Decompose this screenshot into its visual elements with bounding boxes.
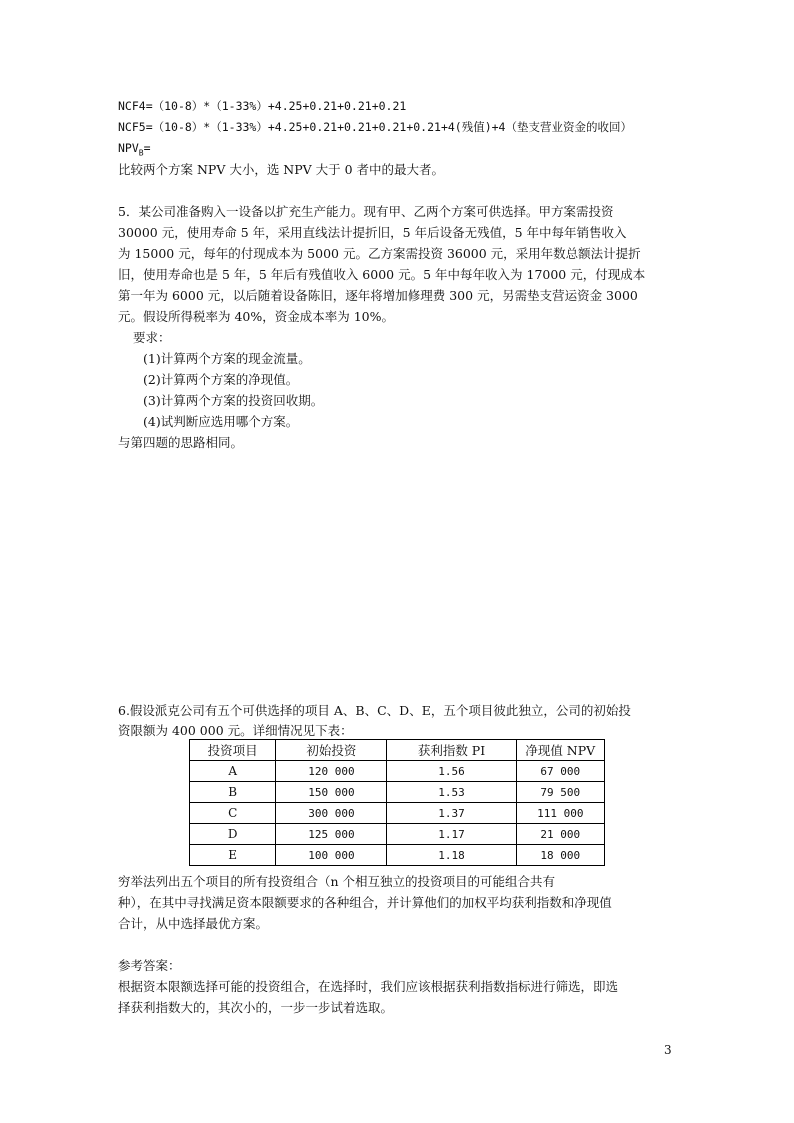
table-cell: 21 000	[516, 824, 604, 845]
formula-npv-b	[118, 138, 680, 159]
q5-line: 旧，使用寿命也是 5 年，5 年后有残值收入 6000 元。5 年中每年收入为 17000 元，付现成本	[118, 267, 646, 282]
table-header-cell: 净现值 NPV	[516, 740, 604, 761]
q5-line: 30000 元，使用寿命 5 年，采用直线法计提折旧，5 年后设备无残值，5 年中每年销售收入	[118, 225, 627, 240]
answer-line: 择获利指数大的，其次小的，一步一步试着选取。	[118, 1000, 394, 1015]
compare-sentence: 比较两个方案 NPV 大小，选 NPV 大于 0 者中的最大者。	[118, 162, 445, 177]
formula-ncf5: NCF5=（10-8）*（1-33%）+4.25+0.21+0.21+0.21+0.21+4(残值)+4（垫支营业资金的收回）	[118, 120, 632, 134]
npv-subscript: B	[138, 148, 144, 158]
npv-suffix: =	[143, 141, 151, 155]
table-cell: 100 000	[276, 845, 387, 866]
q6-after-line: 穷举法列出五个项目的所有投资组合（n 个相互独立的投资项目的可能组合共有	[118, 874, 556, 889]
table-cell: 1.17	[387, 824, 516, 845]
table-cell: B	[190, 782, 276, 803]
q5-require-label: 要求：	[133, 330, 171, 345]
table-row	[190, 803, 605, 824]
npv-prefix: NPV	[118, 141, 139, 155]
table-cell: 1.18	[387, 845, 516, 866]
formula-ncf4: NCF4=（10-8）*（1-33%）+4.25+0.21+0.21+0.21	[118, 99, 407, 113]
q6-line: 6.假设派克公司有五个可供选择的项目 A、B、C、D、E，五个项目彼此独立，公司的初始投	[118, 703, 631, 718]
table-row	[190, 782, 605, 803]
table-cell: 120 000	[276, 761, 387, 782]
table-header-cell: 获利指数 PI	[387, 740, 516, 761]
table-row	[190, 845, 605, 866]
q5-note: 与第四题的思路相同。	[118, 435, 244, 450]
q6-after-line: 种），在其中寻找满足资本限额要求的各种组合，并计算他们的加权平均获利指数和净现值	[118, 895, 612, 910]
answer-line: 根据资本限额选择可能的投资组合，在选择时，我们应该根据获利指数指标进行筛选，即选	[118, 979, 619, 994]
table-cell: A	[190, 761, 276, 782]
table-cell: 67 000	[516, 761, 604, 782]
table-cell: 1.56	[387, 761, 516, 782]
table-cell: 111 000	[516, 803, 604, 824]
table-cell: 18 000	[516, 845, 604, 866]
q5-line: 为 15000 元，每年的付现成本为 5000 元。乙方案需投资 36000 元，采用年数总额法计提折	[118, 246, 641, 261]
q5-line: 元。假设所得税率为 40%，资金成本率为 10%。	[118, 309, 395, 324]
table-header-cell: 初始投资	[276, 740, 387, 761]
table-cell: E	[190, 845, 276, 866]
q5-requirement: (1)计算两个方案的现金流量。	[143, 351, 311, 366]
table-row	[190, 824, 605, 845]
table-cell: 125 000	[276, 824, 387, 845]
answer-label: 参考答案：	[118, 958, 181, 973]
table-cell: 1.53	[387, 782, 516, 803]
q5-line: 5．某公司准备购入一设备以扩充生产能力。现有甲、乙两个方案可供选择。甲方案需投资	[118, 204, 614, 219]
q6-line: 资限额为 400 000 元。详细情况见下表：	[118, 723, 353, 738]
q5-requirement: (3)计算两个方案的投资回收期。	[143, 393, 324, 408]
q5-line: 第一年为 6000 元，以后随着设备陈旧，逐年将增加修理费 300 元，另需垫支营运资金 3000	[118, 288, 638, 303]
q5-requirement: (4)试判断应选用哪个方案。	[143, 414, 299, 429]
table-cell: 300 000	[276, 803, 387, 824]
q5-requirement: (2)计算两个方案的净现值。	[143, 372, 299, 387]
table-cell: 150 000	[276, 782, 387, 803]
table-cell: 79 500	[516, 782, 604, 803]
investment-table	[189, 739, 605, 866]
table-cell: C	[190, 803, 276, 824]
table-row	[190, 761, 605, 782]
q6-after-line: 合计，从中选择最优方案。	[118, 916, 269, 931]
page-number: 3	[664, 1043, 672, 1057]
table-cell: 1.37	[387, 803, 516, 824]
table-cell: D	[190, 824, 276, 845]
table-header-cell: 投资项目	[190, 740, 276, 761]
table-header-row	[190, 740, 605, 761]
